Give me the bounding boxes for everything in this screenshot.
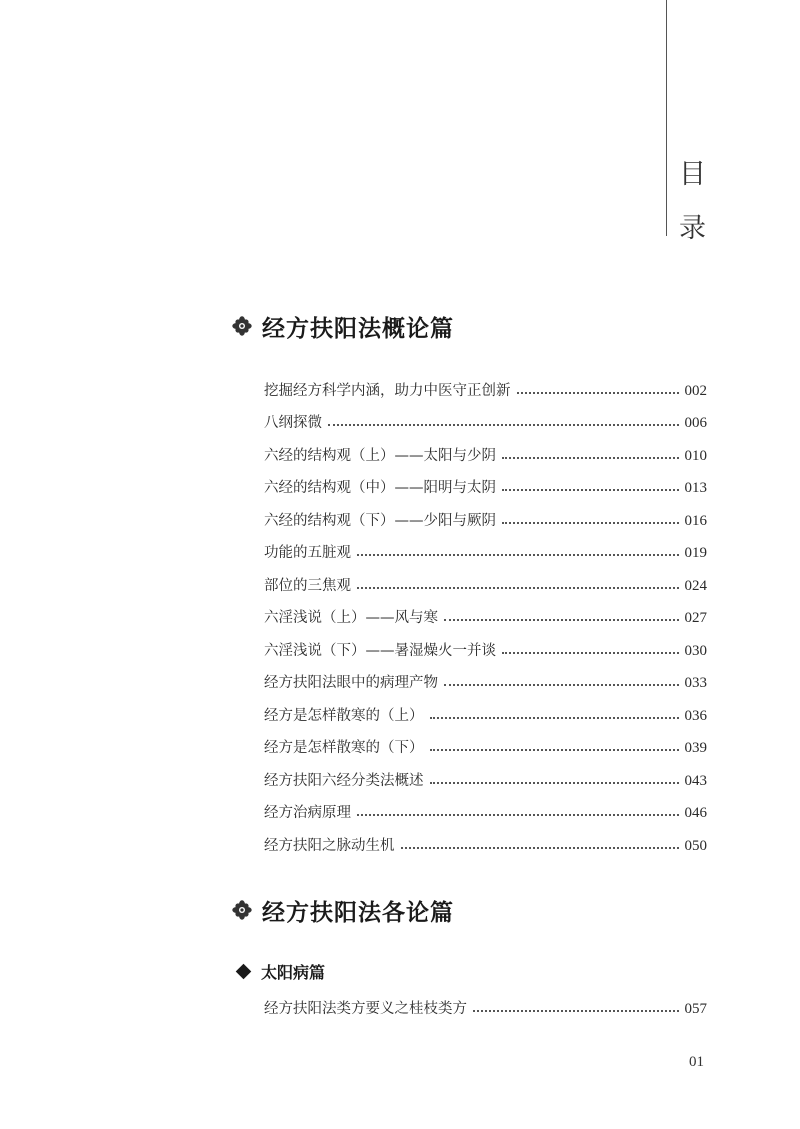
section-heading-1 bbox=[232, 311, 712, 341]
toc-entry-page: 006 bbox=[684, 415, 707, 431]
flower-ornament-icon bbox=[232, 316, 252, 336]
toc-entry[interactable] bbox=[264, 432, 707, 465]
dot-leader bbox=[357, 814, 679, 816]
toc-list-section-2 bbox=[264, 985, 707, 1018]
toc-entry[interactable] bbox=[264, 790, 707, 823]
dot-leader bbox=[357, 554, 679, 556]
toc-entry[interactable] bbox=[264, 562, 707, 595]
margin-rule bbox=[666, 0, 667, 236]
section-title: 经方扶阳法各论篇 bbox=[262, 898, 454, 926]
dot-leader bbox=[473, 1010, 679, 1012]
toc-entry-page: 033 bbox=[684, 675, 707, 691]
toc-entry-page: 036 bbox=[684, 707, 707, 724]
dot-leader bbox=[502, 489, 679, 491]
flower-ornament-icon bbox=[232, 900, 252, 920]
toc-entry-page: 027 bbox=[684, 610, 707, 626]
toc-entry-page: 002 bbox=[684, 382, 707, 399]
dot-leader bbox=[444, 619, 679, 621]
toc-entry-title: 经方扶阳之脉动生机 bbox=[264, 837, 395, 854]
toc-entry-title: 六经的结构观（上）——太阳与少阴 bbox=[264, 447, 496, 464]
toc-entry-title: 六淫浅说（上）——风与寒 bbox=[264, 610, 438, 626]
section-title: 经方扶阳法概论篇 bbox=[262, 314, 454, 342]
dot-leader bbox=[357, 587, 679, 589]
toc-entry-page: 043 bbox=[684, 772, 707, 789]
toc-entry-title: 经方是怎样散寒的（上） bbox=[264, 707, 424, 724]
toc-list-section-1 bbox=[264, 367, 707, 855]
toc-entry-title: 经方扶阳六经分类法概述 bbox=[264, 772, 424, 789]
toc-entry-title: 经方是怎样散寒的（下） bbox=[264, 740, 424, 756]
toc-heading-char-2: 录 bbox=[679, 213, 706, 244]
dot-leader bbox=[430, 749, 679, 751]
toc-entry[interactable] bbox=[264, 660, 707, 693]
toc-entry-page: 046 bbox=[684, 805, 707, 821]
toc-entry-page: 013 bbox=[684, 480, 707, 496]
toc-entry-page: 039 bbox=[684, 740, 707, 756]
dot-leader bbox=[430, 717, 679, 719]
toc-entry[interactable] bbox=[264, 595, 707, 628]
toc-entry-title: 挖掘经方科学内涵，助力中医守正创新 bbox=[264, 382, 511, 399]
toc-entry[interactable] bbox=[264, 692, 707, 725]
toc-entry[interactable] bbox=[264, 400, 707, 433]
dot-leader bbox=[502, 652, 679, 654]
toc-entry-page: 010 bbox=[684, 447, 707, 464]
toc-entry[interactable] bbox=[264, 822, 707, 855]
dot-leader bbox=[430, 782, 679, 784]
toc-entry-title: 经方扶阳法眼中的病理产物 bbox=[264, 675, 438, 691]
toc-entry[interactable] bbox=[264, 627, 707, 660]
toc-entry[interactable] bbox=[264, 530, 707, 563]
toc-entry[interactable] bbox=[264, 367, 707, 400]
toc-entry-title: 部位的三焦观 bbox=[264, 577, 351, 594]
toc-entry-page: 024 bbox=[684, 577, 707, 594]
toc-entry[interactable] bbox=[264, 465, 707, 498]
toc-entry-title: 六淫浅说（下）——暑湿燥火一并谈 bbox=[264, 642, 496, 659]
toc-entry[interactable] bbox=[264, 985, 707, 1018]
toc-entry-title: 经方治病原理 bbox=[264, 805, 351, 821]
toc-entry-title: 经方扶阳法类方要义之桂枝类方 bbox=[264, 1000, 467, 1017]
toc-heading-char-1: 目 bbox=[679, 159, 706, 190]
toc-entry-title: 八纲探微 bbox=[264, 415, 322, 431]
dot-leader bbox=[517, 392, 679, 394]
dot-leader bbox=[502, 522, 679, 524]
toc-entry-title: 功能的五脏观 bbox=[264, 545, 351, 561]
dot-leader bbox=[401, 847, 679, 849]
dot-leader bbox=[502, 457, 679, 459]
section-heading-2 bbox=[232, 895, 712, 925]
toc-entry-title: 六经的结构观（下）——少阳与厥阴 bbox=[264, 512, 496, 529]
toc-entry-page: 019 bbox=[684, 545, 707, 561]
toc-entry-page: 016 bbox=[684, 512, 707, 529]
page-number: 01 bbox=[689, 1054, 704, 1070]
subsection-title: 太阳病篇 bbox=[261, 962, 326, 982]
toc-entry[interactable] bbox=[264, 757, 707, 790]
toc-entry-page: 030 bbox=[684, 642, 707, 659]
toc-entry-title: 六经的结构观（中）——阳明与太阴 bbox=[264, 480, 496, 496]
toc-entry-page: 050 bbox=[684, 837, 707, 854]
subsection-heading bbox=[238, 958, 325, 984]
toc-entry-page: 057 bbox=[684, 1000, 707, 1017]
diamond-bullet-icon bbox=[236, 963, 252, 979]
toc-entry[interactable] bbox=[264, 497, 707, 530]
dot-leader bbox=[444, 684, 679, 686]
dot-leader bbox=[328, 424, 679, 426]
toc-entry[interactable] bbox=[264, 725, 707, 758]
